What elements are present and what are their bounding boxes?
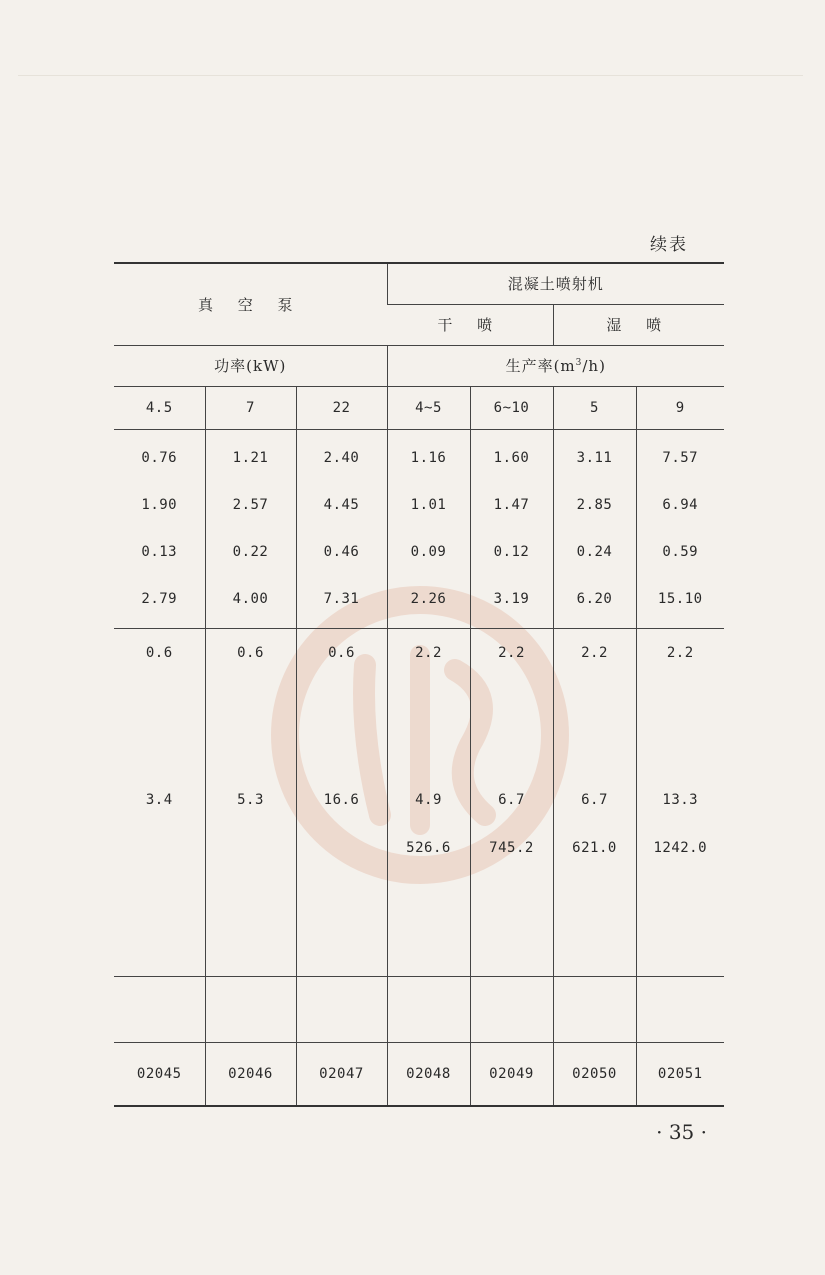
empty-cell (553, 976, 636, 1042)
group1-col: 3.11 2.85 0.24 6.20 (553, 429, 636, 628)
group1-col: 7.57 6.94 0.59 15.10 (636, 429, 724, 628)
equipment-table (114, 262, 724, 1107)
empty-cell (470, 976, 553, 1042)
group1-col: 1.60 1.47 0.12 3.19 (470, 429, 553, 628)
spec-cell: 4.5 (114, 386, 205, 429)
group2-col: 0.6 3.4 (114, 628, 205, 976)
item-code: 02047 (296, 1042, 387, 1106)
empty-cell (296, 976, 387, 1042)
group2-col: 2.2 4.9 526.6 (387, 628, 470, 976)
item-code: 02048 (387, 1042, 470, 1106)
group1-row (114, 429, 724, 628)
empty-cell (387, 976, 470, 1042)
spec-cell: 9 (636, 386, 724, 429)
page-number: · 35 · (656, 1120, 707, 1144)
spec-cell: 7 (205, 386, 296, 429)
page-top-rule (18, 75, 803, 76)
item-code: 02050 (553, 1042, 636, 1106)
item-code: 02046 (205, 1042, 296, 1106)
item-code: 02049 (470, 1042, 553, 1106)
spec-row (114, 386, 724, 429)
shotcrete-machine-header: 混凝土喷射机 (387, 263, 724, 304)
item-code: 02045 (114, 1042, 205, 1106)
dry-spray-header: 干 喷 (387, 304, 553, 345)
code-row (114, 1042, 724, 1106)
group1-col: 2.40 4.45 0.46 7.31 (296, 429, 387, 628)
group2-col: 0.6 5.3 (205, 628, 296, 976)
continued-label: 续表 (650, 235, 688, 255)
empty-cell (205, 976, 296, 1042)
power-label: 功率(kW) (114, 345, 387, 386)
spec-cell: 4~5 (387, 386, 470, 429)
spec-cell: 6~10 (470, 386, 553, 429)
group1-col: 1.16 1.01 0.09 2.26 (387, 429, 470, 628)
empty-cell (636, 976, 724, 1042)
vacuum-pump-header: 真 空 泵 (114, 263, 387, 345)
spec-cell: 22 (296, 386, 387, 429)
productivity-label: 生产率$(m^3/h)$ (387, 345, 724, 386)
group2-col: 2.2 6.7 745.2 (470, 628, 553, 976)
wet-spray-header: 湿 喷 (553, 304, 724, 345)
group1-col: 0.76 1.90 0.13 2.79 (114, 429, 205, 628)
item-code: 02051 (636, 1042, 724, 1106)
group2-col: 0.6 16.6 (296, 628, 387, 976)
group2-col: 2.2 13.3 1242.0 (636, 628, 724, 976)
spec-cell: 5 (553, 386, 636, 429)
group1-col: 1.21 2.57 0.22 4.00 (205, 429, 296, 628)
group2-row (114, 628, 724, 976)
empty-cell (114, 976, 205, 1042)
empty-row (114, 976, 724, 1042)
group2-col: 2.2 6.7 621.0 (553, 628, 636, 976)
